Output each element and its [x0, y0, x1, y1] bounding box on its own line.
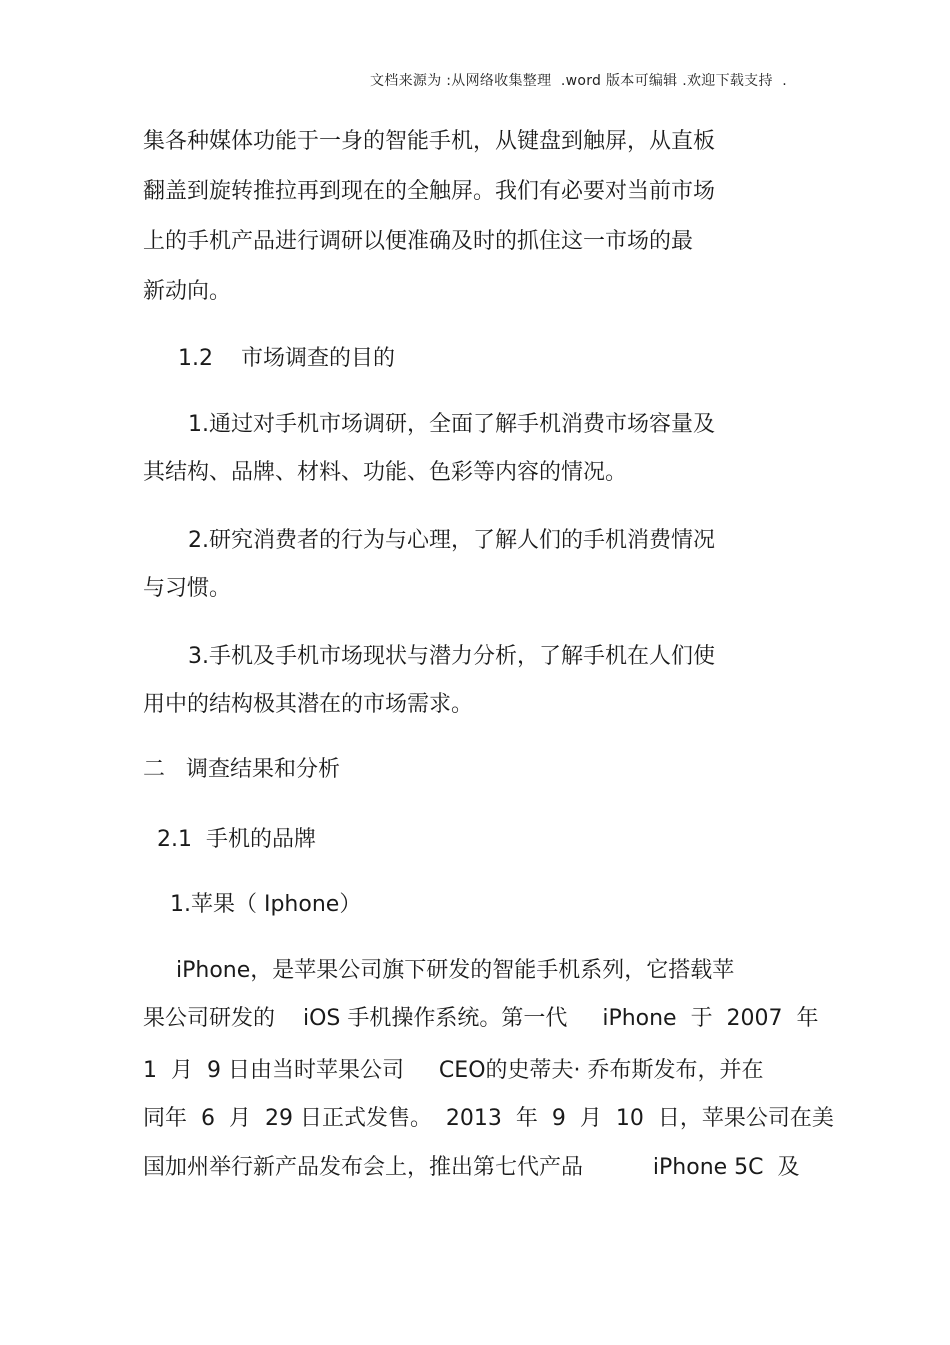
section-heading-2: 二 调查结果和分析: [143, 757, 340, 782]
purpose-3-line-2: 用中的结构极其潜在的市场需求。: [143, 692, 474, 717]
purpose-3-line-1: 3.手机及手机市场现状与潜力分析，了解手机在人们使: [188, 644, 715, 669]
purpose-1-line-1: 1.通过对手机市场调研，全面了解手机消费市场容量及: [188, 412, 715, 437]
iphone-paragraph-line-1: iPhone，是苹果公司旗下研发的智能手机系列，它搭载苹: [176, 958, 735, 983]
brand-heading-apple: 1.苹果（ Iphone）: [170, 892, 362, 917]
intro-line-4: 新动向。: [143, 279, 232, 304]
intro-line-3: 上的手机产品进行调研以便准确及时的抓住这一市场的最: [143, 229, 694, 254]
page-header-note: 文档来源为 :从网络收集整理 .word 版本可编辑 .欢迎下载支持 .: [370, 73, 788, 89]
iphone-paragraph-line-3: 1 月 9 日由当时苹果公司 CEO的史蒂夫· 乔布斯发布，并在: [143, 1058, 764, 1083]
iphone-paragraph-line-4: 同年 6 月 29 日正式发售。 2013 年 9 月 10 日，苹果公司在美: [143, 1106, 834, 1131]
purpose-2-line-1: 2.研究消费者的行为与心理，了解人们的手机消费情况: [188, 528, 715, 553]
iphone-paragraph-line-2: 果公司研发的 iOS 手机操作系统。第一代 iPhone 于 2007 年: [143, 1006, 819, 1031]
intro-line-2: 翻盖到旋转推拉再到现在的全触屏。我们有必要对当前市场: [143, 179, 716, 204]
section-heading-2-1: 2.1 手机的品牌: [157, 827, 316, 852]
iphone-paragraph-line-5: 国加州举行新产品发布会上，推出第七代产品 iPhone 5C 及: [143, 1155, 800, 1180]
intro-line-1: 集各种媒体功能于一身的智能手机，从键盘到触屏，从直板: [143, 129, 716, 154]
section-heading-1-2: 1.2 市场调查的目的: [178, 346, 395, 371]
purpose-2-line-2: 与习惯。: [143, 576, 232, 601]
purpose-1-line-2: 其结构、品牌、材料、功能、色彩等内容的情况。: [143, 460, 628, 485]
